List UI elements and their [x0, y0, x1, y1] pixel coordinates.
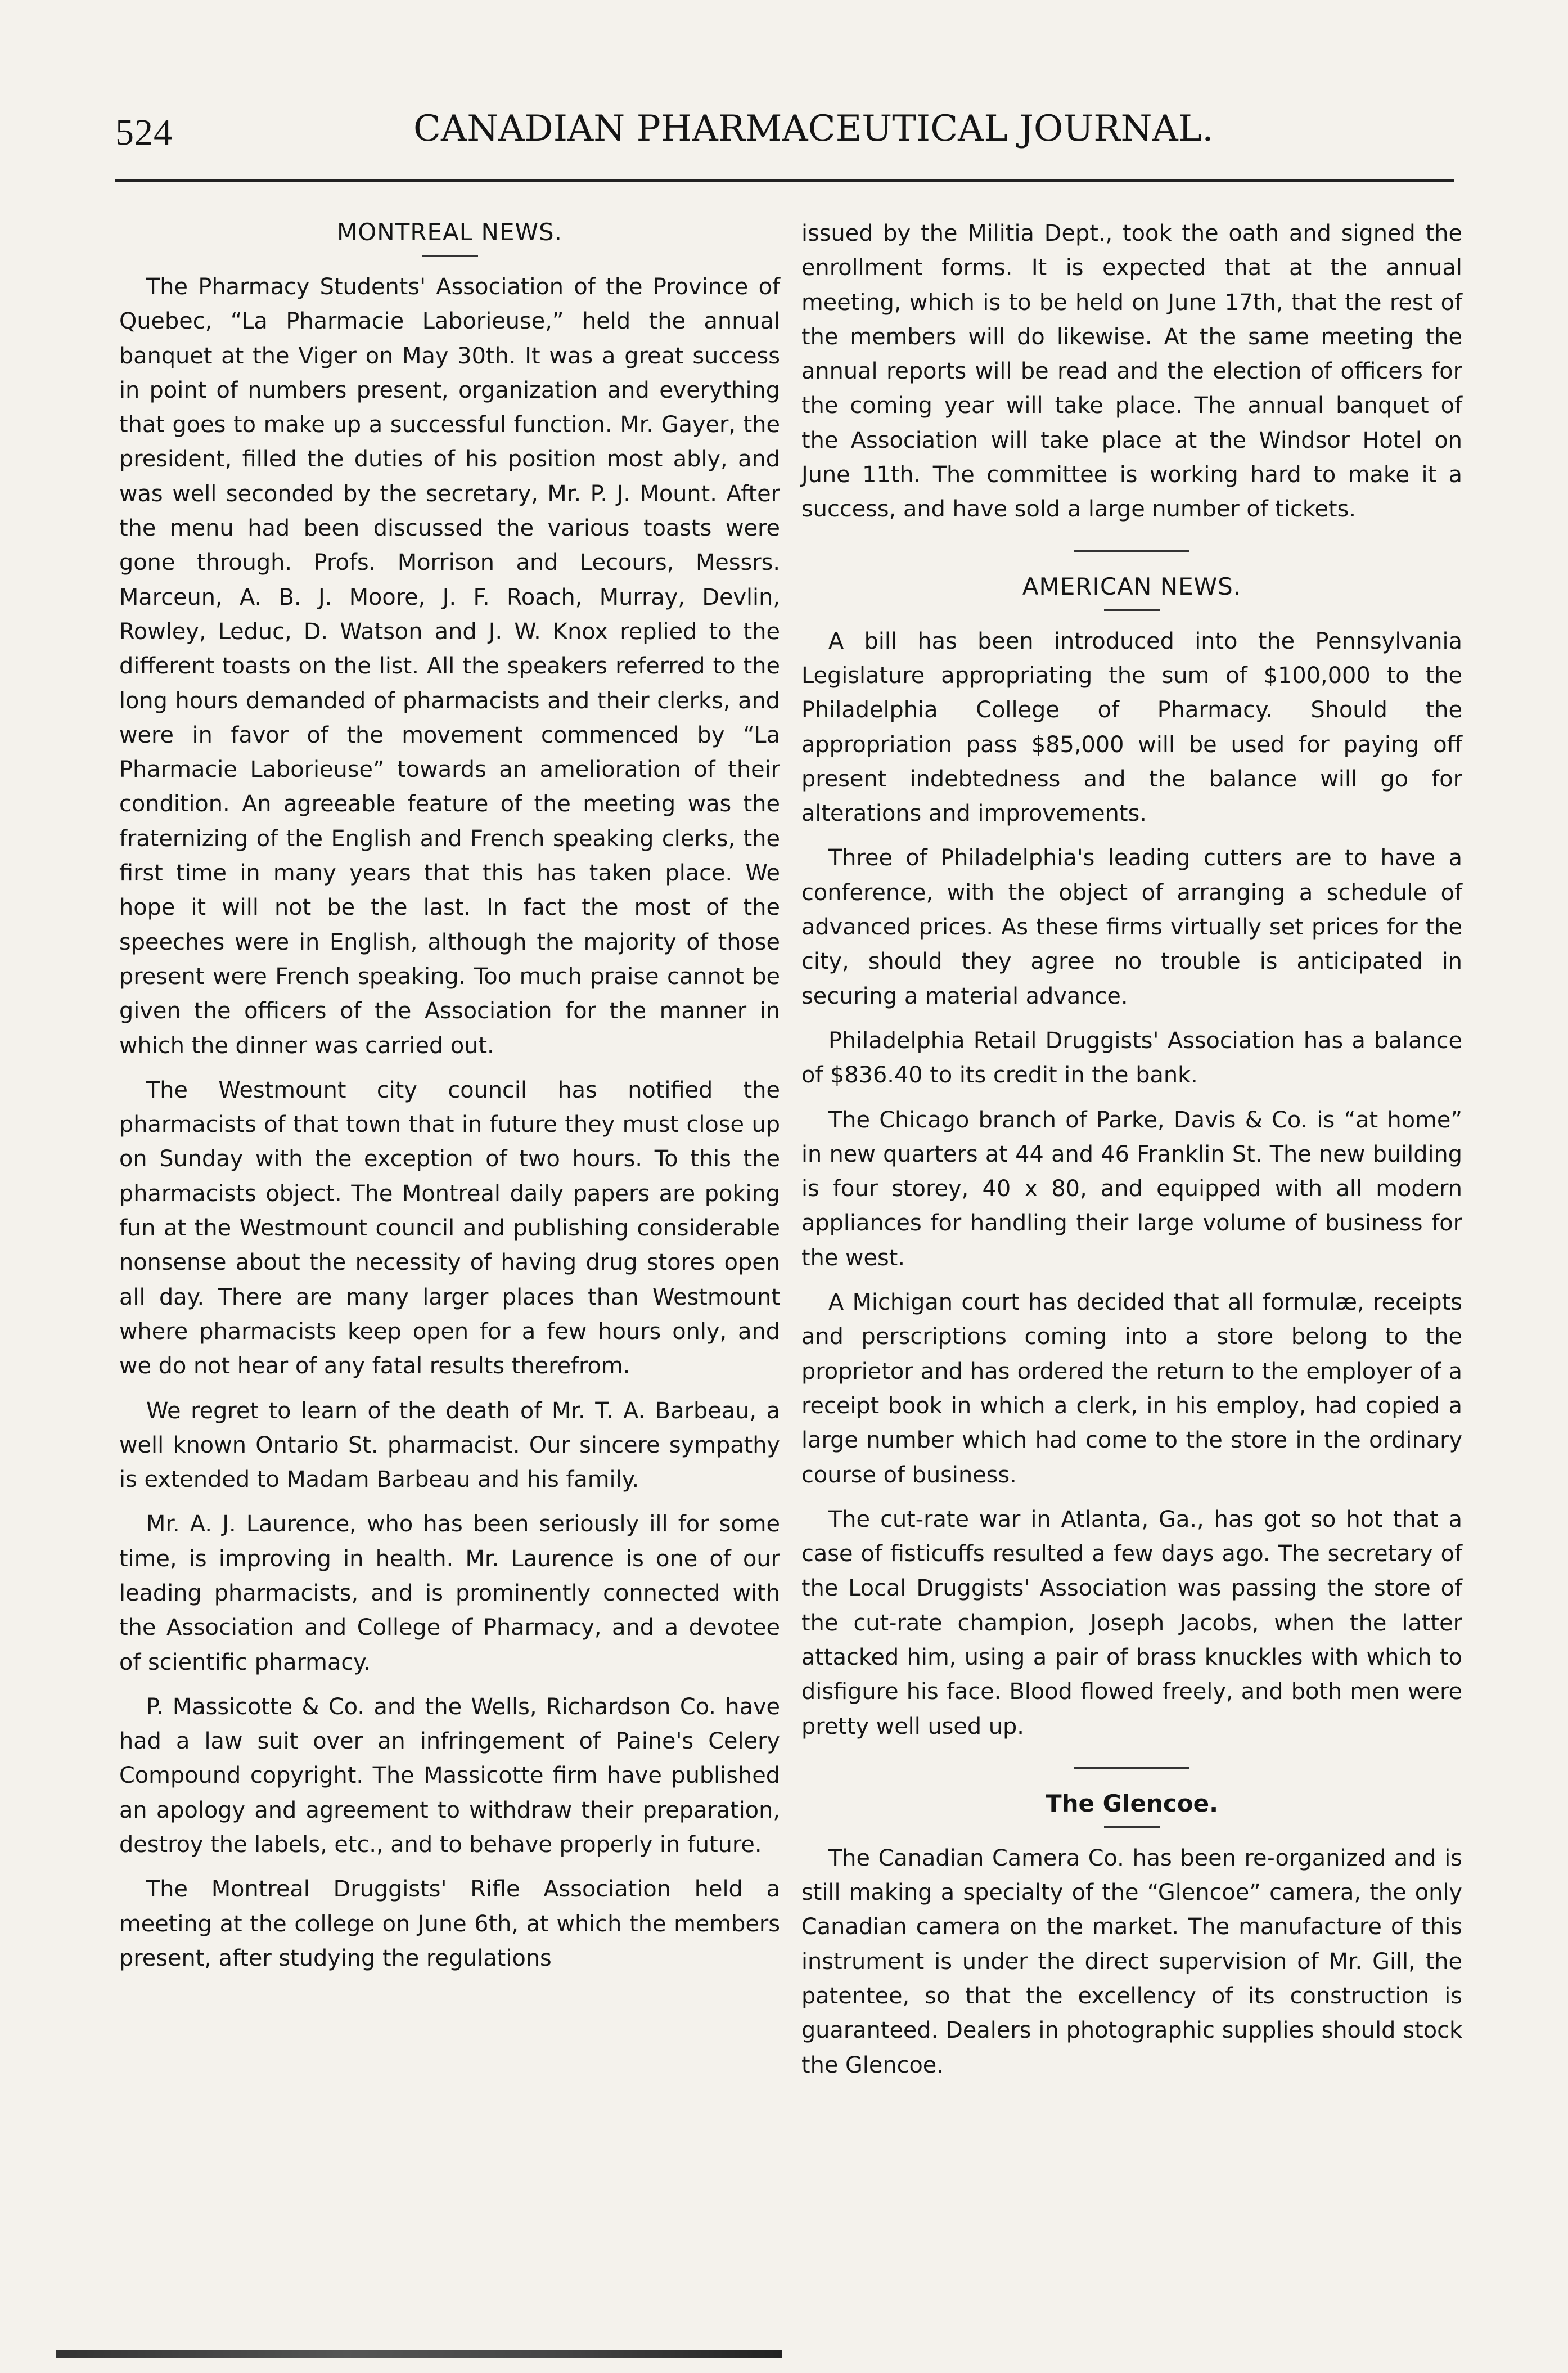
article-paragraph: The Canadian Camera Co. has been re-organized and is still making a specialty of the “Glencoe” camera, the only Canadian camera on the market. The manufacture of this instrument is under the direct supervision of Mr. Gill, the patentee, so that the excellency of its construction is guaranteed. Dealers in photographic supplies should stock the Glencoe.	[801, 1845, 1462, 2078]
right-column	[801, 217, 1462, 2093]
article-paragraph: We regret to learn of the death of Mr. T. A. Barbeau, a well known Ontario St. pharmacist. Our sincere sympathy is extended to Madam Barbeau and his family.	[119, 1397, 780, 1493]
article-paragraph: The Westmount city council has notified the pharmacists of that town that in future they must close up on Sunday with the exception of two hours. To this the pharmacists object. The Montreal daily papers are poking fun at the Westmount council and publishing considerable nonsense about the necessity of having drug stores open all day. There are many larger places than Westmount where pharmacists keep open for a few hours only, and we do not hear of any fatal results therefrom.	[119, 1077, 780, 1379]
montreal-news-heading: MONTREAL NEWS.	[336, 218, 563, 246]
journal-title: CANADIAN PHARMACEUTICAL JOURNAL.	[413, 108, 1214, 150]
article-paragraph: The cut-rate war in Atlanta, Ga., has got so hot that a case of fisticuffs resulted a few days ago. The secretary of the Local Druggists' Association was passing the store of the cut-rate champion, Joseph Jacobs, when the latter attacked him, using a pair of brass knuckles with which to disfigure his face. Blood flowed freely, and both men were pretty well used up.	[801, 1506, 1462, 1740]
article-paragraph: Mr. A. J. Laurence, who has been seriously ill for some time, is improving in health. Mr. Laurence is one of our leading pharmacists, and is prominently connected with the Association and College of Pharmacy, and a devotee of scientific pharmacy.	[119, 1511, 780, 1675]
article-paragraph: Philadelphia Retail Druggists' Association has a balance of $836.40 to its credit in the bank.	[801, 1027, 1462, 1089]
heading-divider	[1104, 609, 1160, 611]
article-paragraph: A Michigan court has decided that all formulæ, receipts and perscriptions coming into a store belong to the proprietor and has ordered the return to the employer of a receipt book in which a clerk, in his employ, had copied a large number which had come to the store in the ordinary course of business.	[801, 1289, 1462, 1488]
heading-divider	[1104, 1826, 1160, 1828]
article-paragraph: The Pharmacy Students' Association of the Province of Quebec, “La Pharmacie Laborieuse,” held the annual banquet at the Viger on May 30th. It was a great success in point of numbers present, organization and everything that goes to make up a successful function. Mr. Gayer, the president, filled the duties of his position most ably, and was well seconded by the secretary, Mr. P. J. Mount. After the menu had been discussed the various toasts were gone through. Profs. Morrison and Lecours, Messrs. Marceun, A. B. J. Moore, J. F. Roach, Murray, Devlin, Rowley, Leduc, D. Watson and J. W. Knox replied to the different toasts on the list. All the speakers referred to the long hours demanded of pharmacists and their clerks, and were in favor of the movement commenced by “La Pharmacie Laborieuse” towards an amelioration of their condition. An agreeable feature of the meeting was the fraternizing of the English and French speaking clerks, the first time in many years that this has taken place. We hope it will not be the last. In fact the most of the speeches were in English, although the majority of those present were French speaking. Too much praise cannot be given the officers of the Association for the manner in which the dinner was carried out.	[119, 274, 780, 1059]
american-news-heading: AMERICAN NEWS.	[1022, 572, 1242, 600]
section-divider	[1074, 1767, 1189, 1769]
article-paragraph: A bill has been introduced into the Pennsylvania Legislature appropriating the sum of $100,000 to the Philadelphia College of Pharmacy. Should the appropriation pass $85,000 will be used for paying off present indebtedness and the balance will go for alterations and improvements.	[801, 628, 1462, 827]
article-paragraph: Three of Philadelphia's leading cutters are to have a conference, with the object of arranging a schedule of advanced prices. As these firms virtually set prices for the city, should they agree no trouble is anticipated in securing a material advance.	[801, 845, 1462, 1009]
header-rule	[115, 179, 1454, 182]
glencoe-heading: The Glencoe.	[1045, 1789, 1219, 1817]
article-paragraph: P. Massicotte & Co. and the Wells, Richardson Co. have had a law suit over an infringement of Paine's Celery Compound copyright. The Massicotte firm have published an apology and agreement to withdraw their preparation, destroy the labels, etc., and to behave properly in future.	[119, 1693, 780, 1858]
left-column	[119, 217, 780, 1986]
section-divider	[1074, 550, 1189, 552]
article-paragraph: The Montreal Druggists' Rifle Association held a meeting at the college on June 6th, at which the members present, after studying the regulations	[119, 1876, 780, 1971]
heading-divider	[422, 255, 478, 257]
article-paragraph: The Chicago branch of Parke, Davis & Co. is “at home” in new quarters at 44 and 46 Franklin St. The new building is four storey, 40 x 80, and equipped with all modern appliances for handling their large volume of business for the west.	[801, 1107, 1462, 1271]
article-paragraph-continued: issued by the Militia Dept., took the oath and signed the enrollment forms. It is expected that at the annual meeting, which is to be held on June 17th, that the rest of the members will do likewise. At the same meeting the annual reports will be read and the election of officers for the coming year will take place. The annual banquet of the Association will take place at the Windsor Hotel on June 11th. The committee is working hard to make it a success, and have sold a large number of tickets.	[801, 221, 1462, 523]
page-number: 524	[115, 112, 173, 153]
bottom-rule	[56, 2350, 782, 2358]
